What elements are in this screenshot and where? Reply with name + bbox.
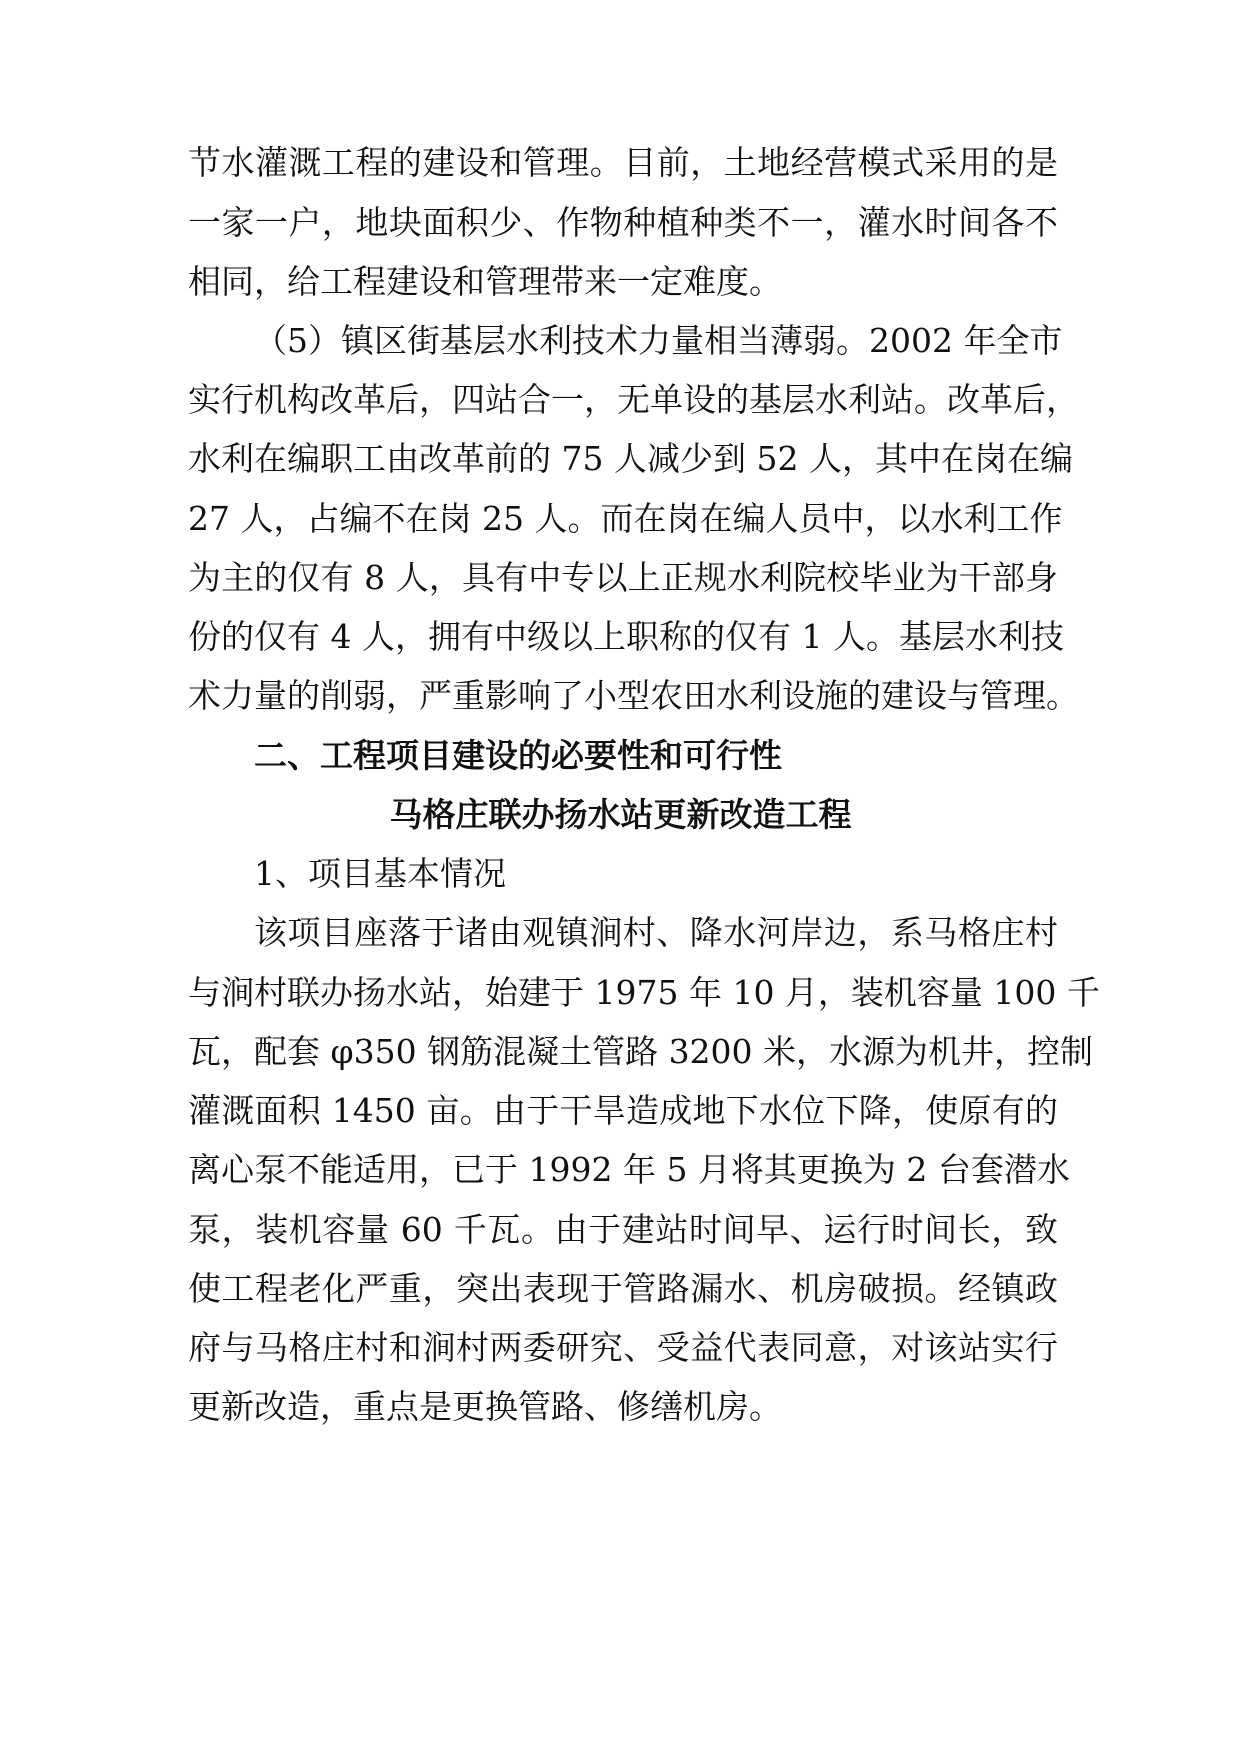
- text-line: 离心泵不能适用，已于 1992 年 5 月将其更换为 2 台套潜水: [188, 1150, 1070, 1189]
- text-line: 更新改造，重点是更换管路、修缮机房。: [188, 1387, 782, 1426]
- text-line: 灌溉面积 1450 亩。由于干旱造成地下水位下降，使原有的: [188, 1091, 1058, 1130]
- text-line: 瓦，配套 φ350 钢筋混凝土管路 3200 米，水源为机井，控制: [188, 1032, 1094, 1071]
- text-line: 27 人，占编不在岗 25 人。而在岗在编人员中，以水利工作: [188, 499, 1063, 538]
- text-line: 使工程老化严重，突出表现于管路漏水、机房破损。经镇政: [188, 1269, 1058, 1308]
- text-line: 份的仅有 4 人，拥有中级以上职称的仅有 1 人。基层水利技: [188, 617, 1064, 656]
- text-line: 水利在编职工由改革前的 75 人减少到 52 人，其中在岗在编: [188, 439, 1073, 478]
- text-line: 该项目座落于诸由观镇涧村、降水河岸边，系马格庄村: [254, 913, 1058, 952]
- text-line: 府与马格庄村和涧村两委研究、受益代表同意，对该站实行: [188, 1328, 1058, 1367]
- section-heading: 二、工程项目建设的必要性和可行性: [254, 736, 782, 775]
- text-line: 节水灌溉工程的建设和管理。目前，土地经营模式采用的是: [188, 143, 1058, 182]
- text-line: 为主的仅有 8 人，具有中专以上正规水利院校毕业为干部身: [188, 558, 1058, 597]
- text-line: 泵，装机容量 60 千瓦。由于建站时间早、运行时间长，致: [188, 1210, 1058, 1249]
- project-title: 马格庄联办扬水站更新改造工程: [389, 795, 852, 834]
- text-line: 术力量的削弱，严重影响了小型农田水利设施的建设与管理。: [188, 676, 1079, 715]
- text-line: 一家一户，地块面积少、作物种植种类不一，灌水时间各不: [188, 203, 1058, 242]
- text-line: 相同，给工程建设和管理带来一定难度。: [188, 262, 782, 301]
- text-line: 实行机构改革后，四站合一，无单设的基层水利站。改革后，: [188, 380, 1079, 419]
- subsection-heading: 1、项目基本情况: [254, 854, 506, 893]
- text-line: （5）镇区街基层水利技术力量相当薄弱。2002 年全市: [254, 321, 1063, 360]
- text-line: 与涧村联办扬水站，始建于 1975 年 10 月，装机容量 100 千: [188, 973, 1100, 1012]
